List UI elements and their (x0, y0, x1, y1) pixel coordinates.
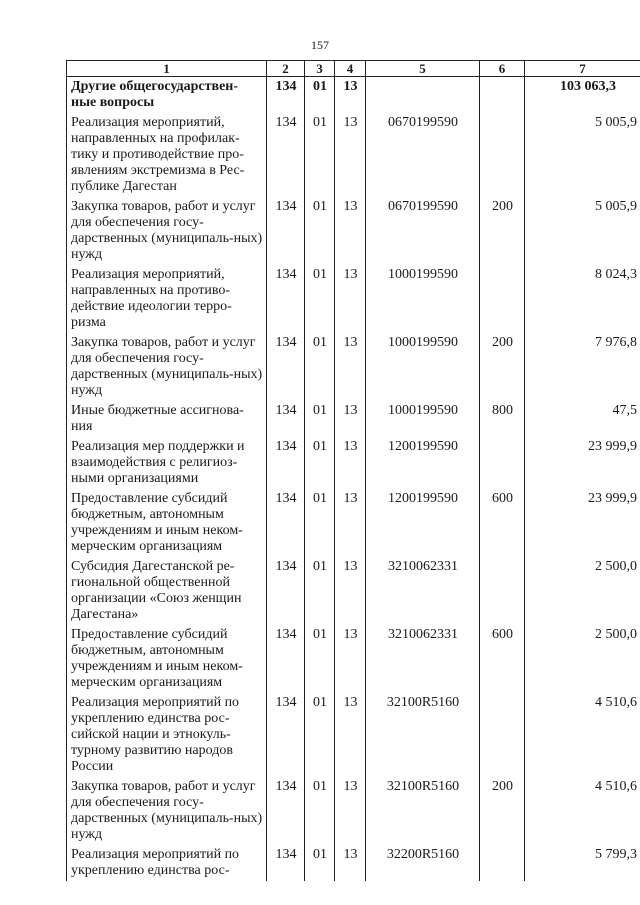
row-expense-type: 200 (480, 197, 525, 265)
row-target-article: 3210062331 (366, 557, 480, 625)
row-subsection: 13 (335, 693, 366, 777)
row-expense-type: 200 (480, 777, 525, 845)
row-name: Реализация мероприятий, направленных на противо-действие идеологии терро-ризма (67, 265, 267, 333)
row-section: 01 (305, 777, 335, 845)
row-name: Закупка товаров, работ и услуг для обеспечения госу-дарственных (муниципаль-ных) нужд (67, 333, 267, 401)
row-section: 01 (305, 113, 335, 197)
row-expense-type (480, 77, 525, 114)
table-body (67, 77, 640, 882)
row-target-article (366, 77, 480, 114)
row-amount: 47,5 (525, 401, 640, 437)
row-amount: 23 999,9 (525, 437, 640, 489)
row-section: 01 (305, 197, 335, 265)
table-row (67, 265, 640, 333)
row-section: 01 (305, 265, 335, 333)
row-name: Реализация мероприятий по укреплению единства рос-сийской нации и этнокуль-турному развитию народов России (67, 693, 267, 777)
row-expense-type: 600 (480, 625, 525, 693)
row-name: Иные бюджетные ассигнова-ния (67, 401, 267, 437)
row-name: Реализация мероприятий по укреплению единства рос- (67, 845, 267, 881)
row-section: 01 (305, 333, 335, 401)
row-expense-type (480, 557, 525, 625)
row-ministry-code: 134 (267, 401, 305, 437)
row-ministry-code: 134 (267, 693, 305, 777)
row-ministry-code: 134 (267, 777, 305, 845)
row-subsection: 13 (335, 437, 366, 489)
row-ministry-code: 134 (267, 557, 305, 625)
row-subsection: 13 (335, 113, 366, 197)
row-subsection: 13 (335, 489, 366, 557)
row-amount: 4 510,6 (525, 777, 640, 845)
table-row (67, 693, 640, 777)
row-amount: 7 976,8 (525, 333, 640, 401)
header-col-6: 6 (480, 61, 525, 77)
table-row (67, 77, 640, 114)
table-row (67, 401, 640, 437)
row-name: Предоставление субсидий бюджетным, автономным учреждениям и иным неком-мерческим организациям (67, 489, 267, 557)
row-subsection: 13 (335, 265, 366, 333)
header-col-5: 5 (366, 61, 480, 77)
row-subsection: 13 (335, 777, 366, 845)
row-ministry-code: 134 (267, 845, 305, 881)
row-subsection: 13 (335, 333, 366, 401)
row-amount: 4 510,6 (525, 693, 640, 777)
row-subsection: 13 (335, 77, 366, 114)
row-subsection: 13 (335, 401, 366, 437)
row-expense-type: 200 (480, 333, 525, 401)
row-section: 01 (305, 489, 335, 557)
row-name: Реализация мер поддержки и взаимодействия с религиоз-ными организациями (67, 437, 267, 489)
table-row (67, 489, 640, 557)
row-amount: 5 799,3 (525, 845, 640, 881)
header-col-3: 3 (305, 61, 335, 77)
row-expense-type (480, 845, 525, 881)
row-section: 01 (305, 557, 335, 625)
row-name: Субсидия Дагестанской ре-гиональной общественной организации «Союз женщин Дагестана» (67, 557, 267, 625)
row-ministry-code: 134 (267, 265, 305, 333)
row-section: 01 (305, 693, 335, 777)
row-amount: 2 500,0 (525, 557, 640, 625)
row-amount: 23 999,9 (525, 489, 640, 557)
header-col-7: 7 (525, 61, 640, 77)
row-target-article: 3210062331 (366, 625, 480, 693)
row-subsection: 13 (335, 197, 366, 265)
row-ministry-code: 134 (267, 333, 305, 401)
row-amount: 8 024,3 (525, 265, 640, 333)
row-section: 01 (305, 77, 335, 114)
row-target-article: 1200199590 (366, 489, 480, 557)
table-row (67, 437, 640, 489)
table-row (67, 113, 640, 197)
row-section: 01 (305, 845, 335, 881)
row-ministry-code: 134 (267, 625, 305, 693)
table-row (67, 197, 640, 265)
budget-table (66, 60, 640, 881)
row-section: 01 (305, 437, 335, 489)
row-section: 01 (305, 625, 335, 693)
row-ministry-code: 134 (267, 437, 305, 489)
table-row (67, 625, 640, 693)
row-expense-type: 600 (480, 489, 525, 557)
row-expense-type (480, 693, 525, 777)
row-subsection: 13 (335, 625, 366, 693)
row-ministry-code: 134 (267, 113, 305, 197)
row-target-article: 1000199590 (366, 333, 480, 401)
row-subsection: 13 (335, 557, 366, 625)
row-amount: 5 005,9 (525, 197, 640, 265)
table-row (67, 845, 640, 881)
header-col-4: 4 (335, 61, 366, 77)
header-col-1: 1 (67, 61, 267, 77)
row-amount: 103 063,3 (525, 77, 640, 114)
row-target-article: 1000199590 (366, 265, 480, 333)
row-target-article: 1000199590 (366, 401, 480, 437)
row-target-article: 32200R5160 (366, 845, 480, 881)
row-name: Предоставление субсидий бюджетным, автономным учреждениям и иным неком-мерческим организациям (67, 625, 267, 693)
row-amount: 2 500,0 (525, 625, 640, 693)
row-target-article: 32100R5160 (366, 693, 480, 777)
row-expense-type: 800 (480, 401, 525, 437)
row-target-article: 32100R5160 (366, 777, 480, 845)
row-target-article: 0670199590 (366, 197, 480, 265)
row-target-article: 1200199590 (366, 437, 480, 489)
row-expense-type (480, 437, 525, 489)
row-expense-type (480, 265, 525, 333)
row-expense-type (480, 113, 525, 197)
table-row (67, 777, 640, 845)
row-ministry-code: 134 (267, 197, 305, 265)
row-name: Закупка товаров, работ и услуг для обеспечения госу-дарственных (муниципаль-ных) нужд (67, 197, 267, 265)
table-row (67, 557, 640, 625)
row-name: Реализация мероприятий, направленных на профилак-тику и противодействие про-явлениям экстремизма в Рес-публике Дагестан (67, 113, 267, 197)
row-ministry-code: 134 (267, 489, 305, 557)
table-row (67, 333, 640, 401)
row-name: Закупка товаров, работ и услуг для обеспечения госу-дарственных (муниципаль-ных) нужд (67, 777, 267, 845)
page-number: 157 (311, 38, 329, 52)
table-header (67, 61, 640, 77)
header-row (67, 61, 640, 77)
row-amount: 5 005,9 (525, 113, 640, 197)
header-col-2: 2 (267, 61, 305, 77)
row-name: Другие общегосударствен-ные вопросы (67, 77, 267, 114)
row-target-article: 0670199590 (366, 113, 480, 197)
row-subsection: 13 (335, 845, 366, 881)
row-ministry-code: 134 (267, 77, 305, 114)
row-section: 01 (305, 401, 335, 437)
